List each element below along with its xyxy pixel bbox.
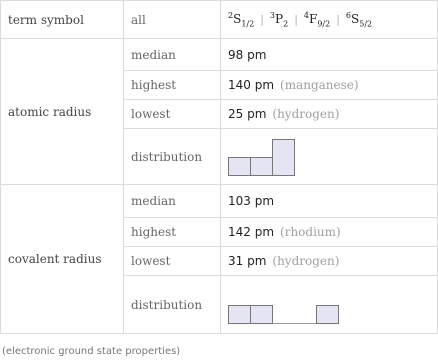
term-1: $^2S_{1/2}$	[228, 10, 255, 29]
term-3: $^4F_{9/2}$	[303, 10, 331, 29]
row-value-cell	[221, 218, 438, 247]
row-label: median	[124, 185, 221, 218]
row-value: 98 pm	[228, 47, 267, 62]
row-note: (hydrogen)	[272, 107, 340, 121]
row-label: lowest	[124, 100, 221, 129]
row-value-cell	[221, 71, 438, 100]
header-term-symbol: term symbol	[1, 1, 124, 39]
row-value: 103 pm	[228, 194, 275, 208]
histogram-bar	[272, 139, 295, 176]
histogram-bar	[228, 305, 251, 324]
term-2: $^3P_2$	[269, 10, 289, 29]
row-value: 31 pm	[228, 254, 267, 268]
row-label: highest	[124, 71, 221, 100]
covalent-radius-median-row	[1, 185, 438, 218]
distribution-cell	[221, 276, 438, 334]
row-value-cell	[221, 100, 438, 129]
histogram-bar	[316, 305, 339, 324]
row-label: highest	[124, 218, 221, 247]
row-note: (hydrogen)	[272, 254, 340, 268]
covalent-radius-label: covalent radius	[1, 185, 124, 334]
row-label: distribution	[124, 129, 221, 185]
footer-note: (electronic ground state properties)	[2, 346, 181, 357]
atomic-radius-label: atomic radius	[1, 39, 124, 185]
term-separator: |	[336, 12, 340, 26]
distribution-cell	[221, 129, 438, 185]
histogram-bar	[250, 157, 273, 176]
term-separator: |	[260, 12, 264, 26]
row-value: 140 pm	[228, 78, 275, 92]
atomic-radius-median-row	[1, 39, 438, 71]
row-note: (rhodium)	[280, 225, 341, 239]
row-label: lowest	[124, 247, 221, 276]
row-value: 142 pm	[228, 225, 275, 239]
row-note: (manganese)	[280, 78, 359, 92]
atomic-radius-histogram	[228, 136, 300, 178]
header-row	[1, 1, 438, 39]
term-4: $^6S_{5/2}$	[345, 10, 373, 29]
histogram-bar	[228, 157, 251, 176]
row-label: median	[124, 39, 221, 71]
row-value-cell	[221, 247, 438, 276]
row-value-cell	[221, 185, 438, 218]
term-separator: |	[294, 12, 298, 26]
header-term-list	[221, 1, 438, 39]
histogram-bar	[250, 305, 273, 324]
row-value: 25 pm	[228, 107, 267, 121]
covalent-radius-histogram	[228, 284, 300, 326]
header-all: all	[124, 1, 221, 39]
row-label: distribution	[124, 276, 221, 334]
row-value-cell	[221, 39, 438, 71]
